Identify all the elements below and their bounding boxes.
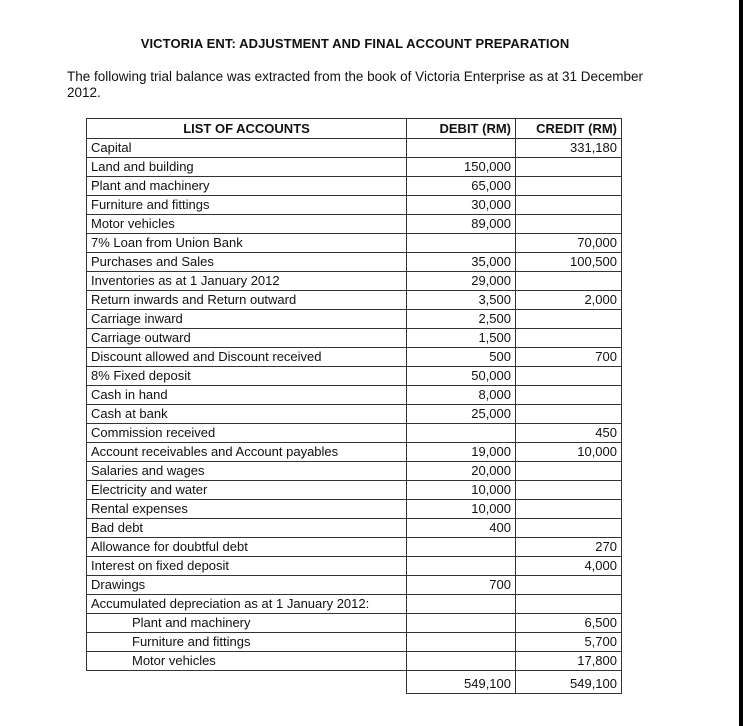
table-row [87, 272, 622, 291]
credit-amount [516, 462, 622, 481]
debit-amount: 19,000 [407, 443, 516, 462]
credit-amount [516, 386, 622, 405]
credit-amount [516, 158, 622, 177]
debit-amount [407, 557, 516, 576]
credit-amount: 700 [516, 348, 622, 367]
debit-amount [407, 614, 516, 633]
debit-amount: 3,500 [407, 291, 516, 310]
credit-amount [516, 367, 622, 386]
table-body [87, 139, 622, 671]
table-row [87, 177, 622, 196]
credit-amount: 6,500 [516, 614, 622, 633]
table-header-row [87, 119, 622, 139]
table-row [87, 500, 622, 519]
debit-amount: 10,000 [407, 500, 516, 519]
debit-amount: 29,000 [407, 272, 516, 291]
table-row [87, 538, 622, 557]
table-row [87, 652, 622, 671]
account-name: Return inwards and Return outward [87, 291, 407, 310]
table-row [87, 386, 622, 405]
page-edge-bar [739, 0, 743, 726]
account-name: Plant and machinery [87, 614, 407, 633]
debit-amount: 89,000 [407, 215, 516, 234]
debit-amount [407, 595, 516, 614]
account-name: Salaries and wages [87, 462, 407, 481]
account-name: Bad debt [87, 519, 407, 538]
table-row [87, 234, 622, 253]
document-title: VICTORIA ENT: ADJUSTMENT AND FINAL ACCOUNT PREPARATION [140, 36, 570, 51]
table-row [87, 462, 622, 481]
table-row [87, 139, 622, 158]
account-name: Accumulated depreciation as at 1 January 2012: [87, 595, 407, 614]
account-name: Inventories as at 1 January 2012 [87, 272, 407, 291]
credit-amount [516, 595, 622, 614]
account-name: 8% Fixed deposit [87, 367, 407, 386]
debit-amount: 150,000 [407, 158, 516, 177]
totals-label-cell [87, 671, 407, 694]
table-row [87, 443, 622, 462]
debit-amount: 700 [407, 576, 516, 595]
debit-amount: 10,000 [407, 481, 516, 500]
account-name: Land and building [87, 158, 407, 177]
table-row [87, 519, 622, 538]
account-name: Furniture and fittings [87, 196, 407, 215]
debit-amount [407, 424, 516, 443]
account-name: Capital [87, 139, 407, 158]
table-row [87, 557, 622, 576]
debit-amount: 25,000 [407, 405, 516, 424]
credit-amount [516, 310, 622, 329]
table-row [87, 329, 622, 348]
debit-amount [407, 652, 516, 671]
table-row [87, 576, 622, 595]
credit-amount [516, 481, 622, 500]
table-row [87, 291, 622, 310]
account-name: Interest on fixed deposit [87, 557, 407, 576]
credit-amount: 2,000 [516, 291, 622, 310]
account-name: Rental expenses [87, 500, 407, 519]
credit-amount: 331,180 [516, 139, 622, 158]
debit-amount: 2,500 [407, 310, 516, 329]
table-row [87, 633, 622, 652]
credit-amount: 10,000 [516, 443, 622, 462]
account-name: Electricity and water [87, 481, 407, 500]
debit-amount: 8,000 [407, 386, 516, 405]
table-row [87, 595, 622, 614]
credit-amount: 100,500 [516, 253, 622, 272]
table-row [87, 196, 622, 215]
header-debit: DEBIT (RM) [407, 119, 516, 139]
account-name: Cash at bank [87, 405, 407, 424]
debit-amount [407, 234, 516, 253]
account-name: Furniture and fittings [87, 633, 407, 652]
credit-amount: 4,000 [516, 557, 622, 576]
credit-amount [516, 196, 622, 215]
debit-amount: 1,500 [407, 329, 516, 348]
credit-amount: 17,800 [516, 652, 622, 671]
table-row [87, 405, 622, 424]
account-name: Carriage outward [87, 329, 407, 348]
debit-amount: 65,000 [407, 177, 516, 196]
account-name: Purchases and Sales [87, 253, 407, 272]
credit-amount [516, 576, 622, 595]
debit-amount: 20,000 [407, 462, 516, 481]
table-row [87, 158, 622, 177]
credit-amount [516, 272, 622, 291]
totals-row [87, 671, 622, 694]
header-credit: CREDIT (RM) [516, 119, 622, 139]
account-name: Discount allowed and Discount received [87, 348, 407, 367]
debit-amount [407, 139, 516, 158]
account-name: Account receivables and Account payables [87, 443, 407, 462]
account-name: Commission received [87, 424, 407, 443]
debit-amount: 35,000 [407, 253, 516, 272]
debit-amount: 50,000 [407, 367, 516, 386]
credit-amount: 270 [516, 538, 622, 557]
trial-balance-table [86, 118, 622, 694]
header-accounts: LIST OF ACCOUNTS [87, 119, 407, 139]
table-row [87, 367, 622, 386]
account-name: 7% Loan from Union Bank [87, 234, 407, 253]
total-debit: 549,100 [407, 671, 516, 694]
credit-amount: 5,700 [516, 633, 622, 652]
account-name: Motor vehicles [87, 652, 407, 671]
table-row [87, 424, 622, 443]
debit-amount: 500 [407, 348, 516, 367]
account-name: Plant and machinery [87, 177, 407, 196]
intro-paragraph: The following trial balance was extracted from the book of Victoria Enterprise as at 31 December 2012. [67, 69, 644, 100]
table-row [87, 481, 622, 500]
account-name: Allowance for doubtful debt [87, 538, 407, 557]
table-row [87, 310, 622, 329]
account-name: Motor vehicles [87, 215, 407, 234]
debit-amount [407, 633, 516, 652]
table-row [87, 253, 622, 272]
credit-amount [516, 177, 622, 196]
table-row [87, 215, 622, 234]
credit-amount [516, 519, 622, 538]
credit-amount: 70,000 [516, 234, 622, 253]
debit-amount [407, 538, 516, 557]
table-row [87, 348, 622, 367]
table-row [87, 614, 622, 633]
credit-amount [516, 405, 622, 424]
total-credit: 549,100 [516, 671, 622, 694]
credit-amount: 450 [516, 424, 622, 443]
debit-amount: 30,000 [407, 196, 516, 215]
debit-amount: 400 [407, 519, 516, 538]
account-name: Carriage inward [87, 310, 407, 329]
credit-amount [516, 215, 622, 234]
account-name: Drawings [87, 576, 407, 595]
account-name: Cash in hand [87, 386, 407, 405]
credit-amount [516, 329, 622, 348]
credit-amount [516, 500, 622, 519]
